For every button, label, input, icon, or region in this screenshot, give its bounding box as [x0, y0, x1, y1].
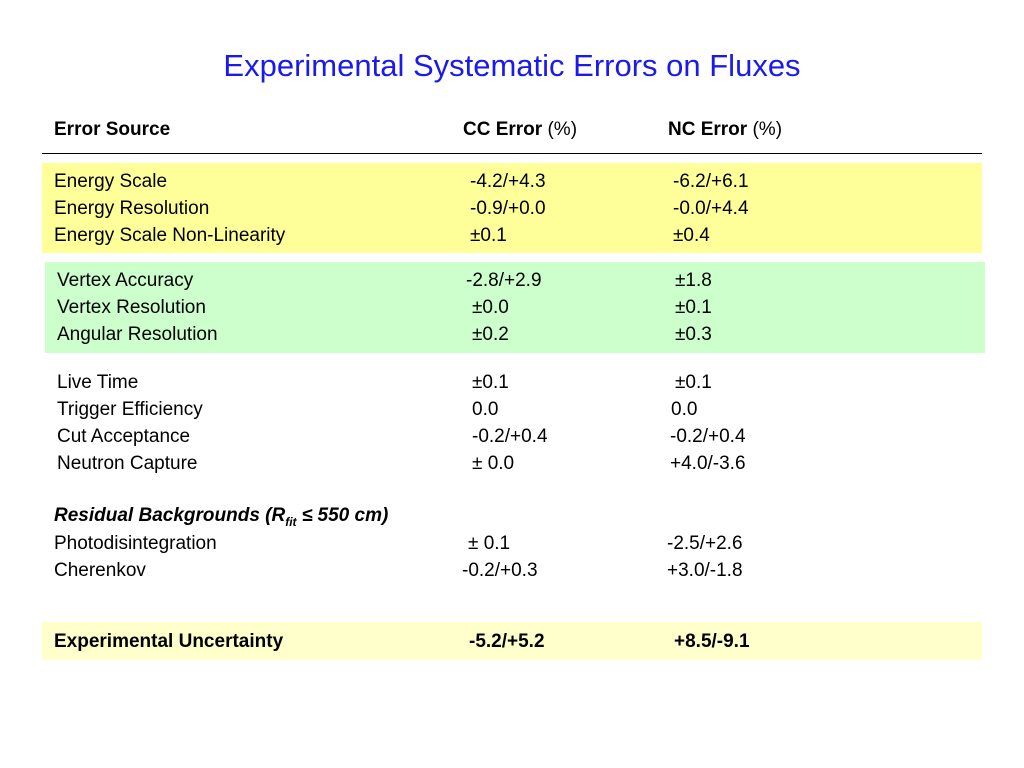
header-divider [42, 153, 982, 154]
row-cc: -0.9/+0.0 [470, 198, 546, 219]
row-name: Photodisintegration [54, 533, 217, 554]
row-name: Energy Scale [54, 171, 168, 192]
row-nc: ±0.1 [675, 372, 712, 393]
backgrounds-heading-sub: fit [285, 514, 297, 529]
row-nc: ±1.8 [675, 270, 712, 291]
row-nc: -0.2/+0.4 [670, 426, 746, 447]
row-nc: -0.0/+4.4 [673, 198, 749, 219]
page-title: Experimental Systematic Errors on Fluxes [223, 48, 801, 83]
row-cc: -0.2/+0.4 [472, 426, 548, 447]
header-cc-label: CC Error [463, 119, 543, 140]
row-cc: -0.2/+0.3 [462, 560, 538, 581]
row-nc: ±0.1 [675, 297, 712, 318]
row-cc: -4.2/+4.3 [470, 171, 546, 192]
row-nc: 0.0 [671, 399, 698, 420]
header-nc-error [668, 119, 782, 141]
row-name: Live Time [57, 372, 139, 393]
row-nc: -2.5/+2.6 [667, 533, 743, 554]
header-nc-unit: (%) [752, 119, 783, 140]
total-name: Experimental Uncertainty [54, 631, 284, 652]
total-nc: +8.5/-9.1 [674, 631, 750, 652]
row-nc: +3.0/-1.8 [667, 560, 743, 581]
backgrounds-heading [54, 505, 388, 529]
row-name: Neutron Capture [57, 453, 198, 474]
row-name: Vertex Resolution [57, 297, 206, 318]
row-cc: ± 0.1 [468, 533, 511, 554]
row-nc: ±0.4 [673, 225, 710, 246]
row-name: Energy Scale Non-Linearity [54, 225, 286, 246]
total-cc: -5.2/+5.2 [469, 631, 545, 652]
row-name: Cherenkov [54, 560, 146, 581]
backgrounds-heading-post: ≤ 550 cm) [296, 505, 389, 526]
row-name: Trigger Efficiency [57, 399, 203, 420]
header-nc-label: NC Error [668, 119, 748, 140]
row-nc: -6.2/+6.1 [673, 171, 749, 192]
row-name: Cut Acceptance [57, 426, 191, 447]
backgrounds-heading-pre: Residual Backgrounds (R [54, 505, 286, 526]
header-error-source [54, 119, 170, 141]
row-name: Angular Resolution [57, 324, 218, 345]
row-cc: 0.0 [472, 399, 499, 420]
row-nc: +4.0/-3.6 [670, 453, 746, 474]
row-cc: ±0.0 [472, 297, 509, 318]
row-cc: ±0.1 [470, 225, 507, 246]
header-cc-error [463, 119, 577, 141]
header-source-label: Error Source [54, 119, 171, 140]
header-cc-unit: (%) [547, 119, 578, 140]
row-cc: ± 0.0 [472, 453, 515, 474]
row-cc: -2.8/+2.9 [466, 270, 542, 291]
row-nc: ±0.3 [675, 324, 712, 345]
row-cc: ±0.1 [472, 372, 509, 393]
row-name: Vertex Accuracy [57, 270, 194, 291]
row-cc: ±0.2 [472, 324, 509, 345]
row-name: Energy Resolution [54, 198, 210, 219]
